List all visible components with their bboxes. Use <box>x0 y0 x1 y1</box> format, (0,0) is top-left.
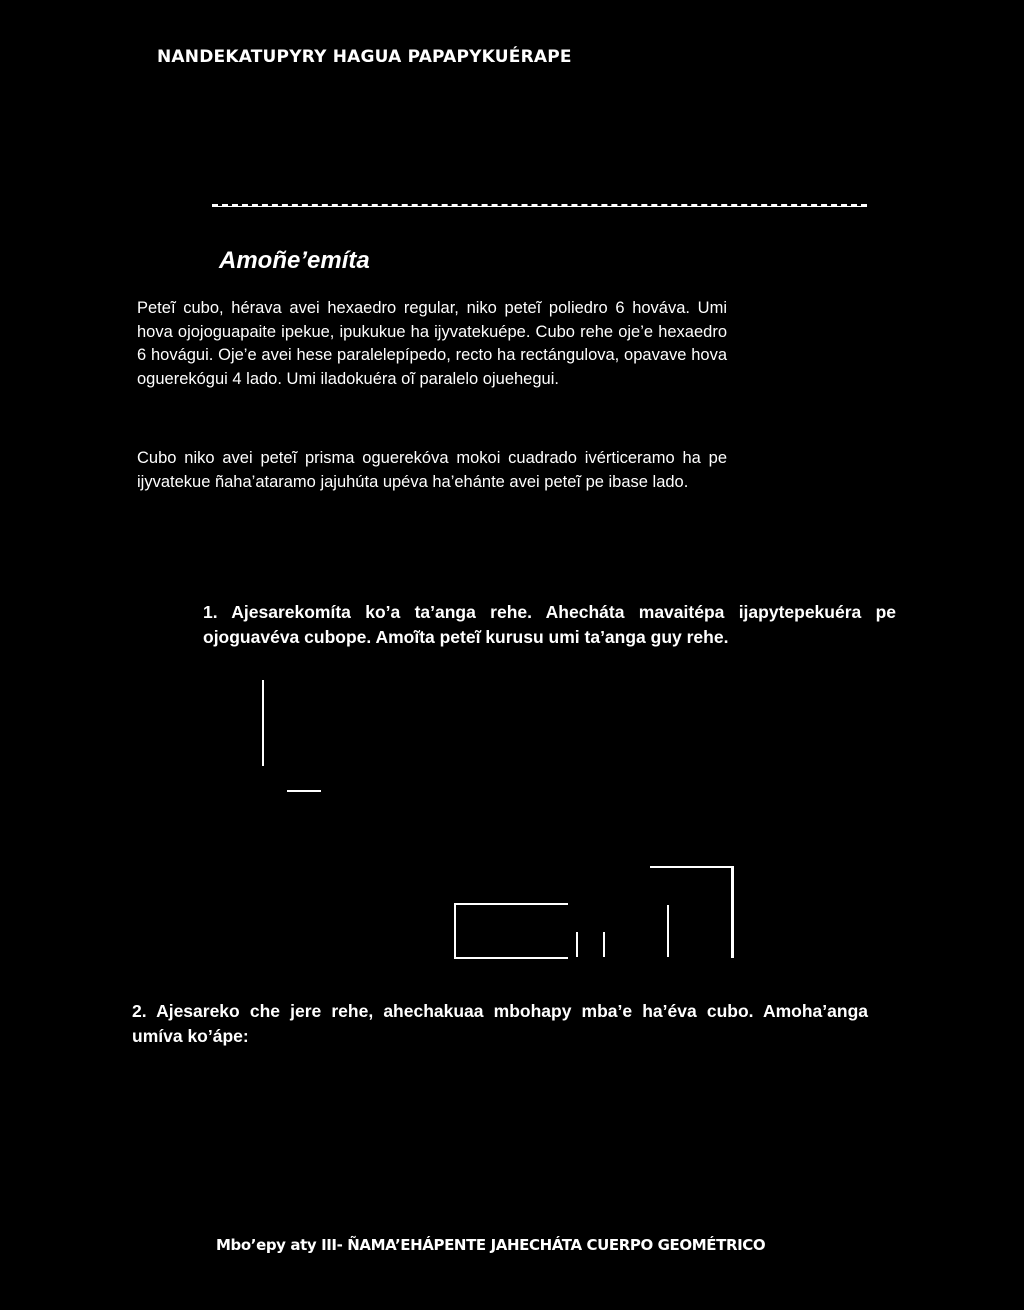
figure-tick-1 <box>576 932 578 957</box>
exercise-2-instruction: 2. Ajesareko che jere rehe, ahechakuaa mbohapy mba’e ha’éva cubo. Amoha’anga umíva ko’ápe: <box>132 1001 868 1046</box>
section-heading: Amoñe’emíta <box>219 247 370 274</box>
exercise-1-instruction: 1. Ajesarekomíta ko’a ta’anga rehe. Ahecháta mavaitépa ijapytepekuéra pe ojoguavéva cubope. Amoĩta peteĩ kurusu umi ta’anga guy rehe. <box>203 602 896 647</box>
figure-tick-3 <box>667 905 669 957</box>
figure-top-line <box>650 866 732 868</box>
page-footer: Mbo’epy aty III- ÑAMA’EHÁPENTE JAHECHÁTA CUERPO GEOMÉTRICO <box>216 1236 766 1254</box>
figure-box-outline <box>454 903 568 959</box>
figure-tick-2 <box>603 932 605 957</box>
figure-tall-line <box>731 866 734 958</box>
page-header-title: NANDEKATUPYRY HAGUA PAPAPYKUÉRAPE <box>157 47 572 67</box>
paragraph-cube-prism: Cubo niko avei peteĩ prisma oguerekóva mokoi cuadrado ivérticeramo ha pe ijyvatekue ñaha’ataramo jajuhúta upéva ha’ehánte avei peteĩ pe ibase lado. <box>137 449 727 491</box>
figure-short-line <box>287 790 321 792</box>
paragraph-cube-definition: Peteĩ cubo, hérava avei hexaedro regular, niko peteĩ poliedro 6 hováva. Umi hova ojojoguapaite ipekue, ipukukue ha ijyvatekuépe. Cubo rehe oje’e hexaedro 6 hovágui. Oje’e avei hese paralelepípedo, recto ha rectángulova, opavave hova oguerekógui 4 lado. Umi iladokuéra oĩ paralelo ojuehegui. <box>137 299 727 388</box>
figure-vertical-line <box>262 680 264 766</box>
header-divider-line <box>212 206 867 207</box>
